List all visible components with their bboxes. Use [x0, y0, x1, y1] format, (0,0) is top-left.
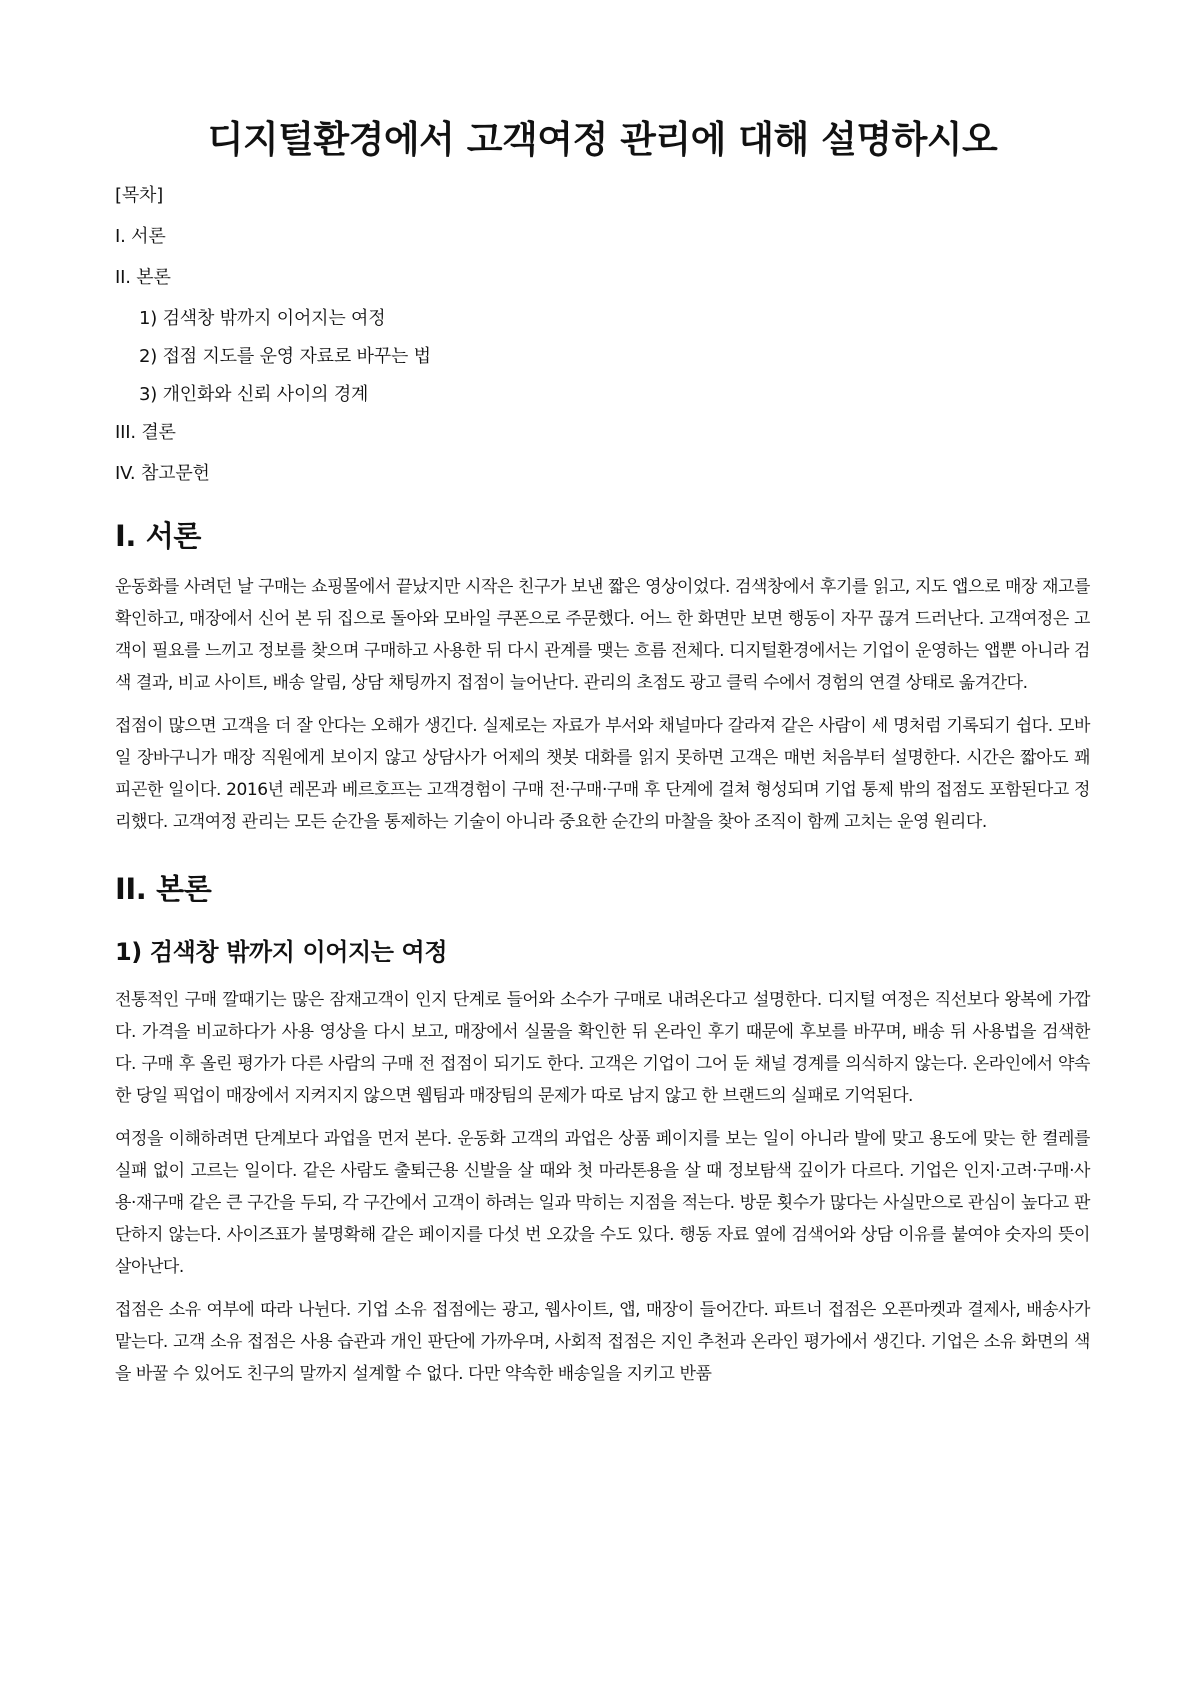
section-heading-body: II. 본론: [115, 871, 212, 906]
document-title: 디지털환경에서 고객여정 관리에 대해 설명하시오: [207, 118, 998, 161]
body-1-paragraph-3: 접점은 소유 여부에 따라 나뉜다. 기업 소유 접점에는 광고, 웹사이트, 앱, 매장이 들어간다. 파트너 접점은 오픈마켓과 결제사, 배송사가 맡는다. 고객 소유 접점은 사용 습관과 개인 판단에 가까우며, 사회적 접점은 지인 추천과 온라인 평가에서 생긴다. 기업은 소유 화면의 색을 바꿀 수 있어도 친구의 말까지 설계할 수 없다. 다만 약속한 배송일을 지키고 반품: [115, 1300, 1090, 1385]
body-1-paragraph-2: 여정을 이해하려면 단계보다 과업을 먼저 본다. 운동화 고객의 과업은 상품 페이지를 보는 일이 아니라 발에 맞고 용도에 맞는 한 켤레를 실패 없이 고르는 일이다. 같은 사람도 출퇴근용 신발을 살 때와 첫 마라톤용을 살 때 정보탐색 깊이가 다르다. 기업은 인지·고려·구매·사용·재구매 같은 큰 구간을 두되, 각 구간에서 고객이 하려는 일과 막히는 지점을 적는다. 방문 횟수가 많다는 사실만으로 관심이 높다고 판단하지 않는다. 사이즈표가 불명확해 같은 페이지를 다섯 번 오갔을 수도 있다. 행동 자료 옆에 검색어와 상담 이유를 붙여야 숫자의 뜻이 살아난다.: [115, 1129, 1091, 1278]
section-heading-intro: I. 서론: [115, 519, 201, 554]
subsection-heading-1: 1) 검색창 밖까지 이어지는 여정: [115, 937, 448, 966]
section-spacer: [115, 849, 1090, 871]
table-of-contents: [115, 184, 1090, 486]
toc-item-intro: I. 서론: [115, 226, 166, 248]
toc-item-references: IV. 참고문헌: [115, 463, 210, 485]
toc-item-body-3: 3) 개인화와 신뢰 사이의 경계: [139, 384, 369, 406]
toc-heading: [목차]: [115, 185, 164, 207]
toc-item-body: II. 본론: [115, 267, 171, 289]
body-1-paragraph-1: 전통적인 구매 깔때기는 많은 잠재고객이 인지 단계로 들어와 소수가 구매로 내려온다고 설명한다. 디지털 여정은 직선보다 왕복에 가깝다. 가격을 비교하다가 사용 영상을 다시 보고, 매장에서 실물을 확인한 뒤 온라인 후기 때문에 후보를 바꾸며, 배송 뒤 사용법을 검색한다. 구매 후 올린 평가가 다른 사람의 구매 전 접점이 되기도 한다. 고객은 기업이 그어 둔 채널 경계를 의식하지 않는다. 온라인에서 약속한 당일 픽업이 매장에서 지켜지지 않으면 웹팀과 매장팀의 문제가 따로 남지 않고 한 브랜드의 실패로 기억된다.: [115, 990, 1090, 1107]
toc-item-body-2: 2) 접점 지도를 운영 자료로 바꾸는 법: [139, 346, 431, 368]
toc-item-body-1: 1) 검색창 밖까지 이어지는 여정: [139, 308, 386, 330]
intro-paragraph-2: 접점이 많으면 고객을 더 잘 안다는 오해가 생긴다. 실제로는 자료가 부서와 채널마다 갈라져 같은 사람이 세 명처럼 기록되기 쉽다. 모바일 장바구니가 매장 직원에게 보이지 않고 상담사가 어제의 챗봇 대화를 읽지 못하면 고객은 매번 처음부터 설명한다. 시간은 짧아도 꽤 피곤한 일이다. 2016년 레몬과 베르호프는 고객경험이 구매 전·구매·구매 후 단계에 걸쳐 형성되며 기업 통제 밖의 접점도 포함된다고 정리했다. 고객여정 관리는 모든 순간을 통제하는 기술이 아니라 중요한 순간의 마찰을 찾아 조직이 함께 고치는 운영 원리다.: [115, 715, 1090, 832]
intro-paragraph-1: 운동화를 사려던 날 구매는 쇼핑몰에서 끝났지만 시작은 친구가 보낸 짧은 영상이었다. 검색창에서 후기를 읽고, 지도 앱으로 매장 재고를 확인하고, 매장에서 신어 본 뒤 집으로 돌아와 모바일 쿠폰으로 주문했다. 어느 한 화면만 보면 행동이 자꾸 끊겨 드러난다. 고객여정은 고객이 필요를 느끼고 정보를 찾으며 구매하고 사용한 뒤 다시 관계를 맺는 흐름 전체다. 디지털환경에서는 기업이 운영하는 앱뿐 아니라 검색 결과, 비교 사이트, 배송 알림, 상담 채팅까지 접점이 늘어난다. 관리의 초점도 광고 클릭 수에서 경험의 연결 상태로 옮겨간다.: [115, 576, 1090, 693]
subsection-spacer: [115, 923, 1090, 937]
toc-item-conclusion: III. 결론: [115, 422, 176, 444]
